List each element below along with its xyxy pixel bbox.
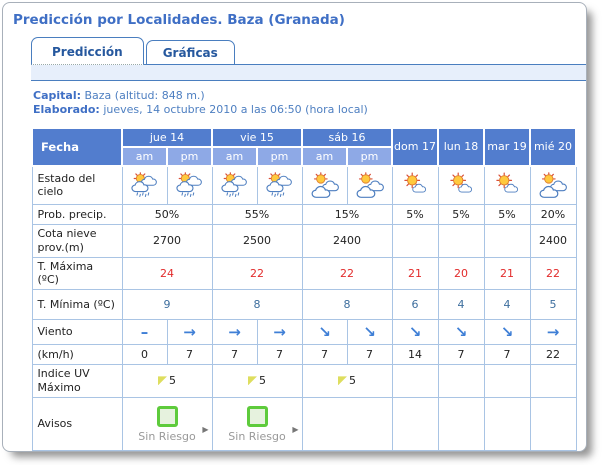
elaborado-line — [33, 103, 586, 117]
temp-max-cell: 20 — [438, 257, 484, 290]
uv-icon — [158, 376, 167, 385]
ampm-header: pm — [347, 147, 392, 166]
sun-cloud-rain-icon — [130, 171, 160, 199]
capital-line — [33, 89, 586, 103]
sky-cell — [347, 166, 392, 205]
wind-arrow-icon: ↘ — [363, 322, 376, 341]
sun-clouds-icon — [310, 171, 340, 199]
prob-cell: 5% — [392, 205, 438, 225]
sky-cell — [392, 166, 438, 205]
uv-cell — [438, 365, 484, 398]
row-cota-nieve — [32, 225, 576, 258]
location-info — [33, 89, 586, 118]
uv-value: 5 — [349, 374, 356, 388]
elaborado-value: jueves, 14 octubre 2010 a las 06:50 (hora local) — [99, 103, 368, 117]
aviso-cell — [484, 397, 530, 450]
prob-cell: 55% — [212, 205, 302, 225]
ampm-header: pm — [167, 147, 212, 166]
temp-min-cell: 8 — [212, 290, 302, 320]
prob-cell: 50% — [122, 205, 212, 225]
wind-cell — [212, 320, 257, 345]
temp-max-cell: 24 — [122, 257, 212, 290]
snow-level-cell — [438, 225, 484, 258]
wind-cell — [167, 320, 212, 345]
row-prob-precip — [32, 205, 576, 225]
day-header: vie 15 — [212, 128, 302, 147]
aviso-cell — [392, 397, 438, 450]
row-label: Viento — [32, 320, 122, 345]
aviso-text: Sin Riesgo — [228, 430, 286, 444]
sun-cloud-rain-icon — [220, 171, 250, 199]
temp-max-cell: 22 — [530, 257, 576, 290]
sun-cloud-rain-icon — [175, 171, 205, 199]
wind-speed-cell: 7 — [484, 345, 530, 365]
page-title: Predicción por Localidades. Baza (Granada) — [13, 12, 345, 28]
wind-arrow-icon: → — [183, 322, 196, 341]
wind-cell — [392, 320, 438, 345]
capital-value: Baza (altitud: 848 m.) — [81, 89, 205, 102]
wind-speed-cell: 7 — [438, 345, 484, 365]
aviso-arrow-icon: ▶ — [292, 424, 299, 434]
capital-label: Capital: — [33, 89, 81, 102]
sun-small-cloud-icon — [400, 171, 430, 199]
day-header: lun 18 — [438, 128, 484, 166]
sky-cell — [438, 166, 484, 205]
wind-arrow-icon: → — [546, 322, 560, 341]
day-header: jue 14 — [122, 128, 212, 147]
tab-prediccion[interactable]: Predicción — [31, 37, 144, 65]
snow-level-cell — [484, 225, 530, 258]
row-label: T. Máxima (ºC) — [32, 257, 122, 290]
wind-calm-icon: – — [140, 322, 149, 341]
uv-value: 5 — [259, 374, 266, 388]
row-avisos — [32, 397, 576, 450]
uv-cell — [302, 365, 392, 398]
wind-speed-cell: 7 — [212, 345, 257, 365]
ampm-header: am — [212, 147, 257, 166]
wind-cell — [257, 320, 302, 345]
day-header: mié 20 — [530, 128, 576, 166]
prob-cell: 5% — [484, 205, 530, 225]
row-estado-cielo — [32, 166, 576, 205]
wind-cell — [122, 320, 167, 345]
wind-arrow-icon: ↘ — [500, 322, 514, 341]
wind-speed-cell: 7 — [302, 345, 347, 365]
row-label: T. Mínima (ºC) — [32, 290, 122, 320]
aviso-arrow-icon: ▶ — [202, 424, 209, 434]
sky-cell — [122, 166, 167, 205]
row-label: Prob. precip. — [32, 205, 122, 225]
snow-level-cell: 2700 — [122, 225, 212, 258]
aviso-cell — [438, 397, 484, 450]
row-label: Cota nieve prov.(m) — [32, 225, 122, 258]
aviso-text: Sin Riesgo — [138, 430, 196, 444]
wind-arrow-icon: ↘ — [408, 322, 422, 341]
tab-graficas[interactable]: Gráficas — [146, 40, 235, 65]
temp-max-cell: 21 — [484, 257, 530, 290]
wind-speed-cell: 7 — [257, 345, 302, 365]
uv-cell — [530, 365, 576, 398]
wind-speed-cell: 22 — [530, 345, 576, 365]
temp-min-cell: 9 — [122, 290, 212, 320]
sky-cell — [212, 166, 257, 205]
sun-clouds-icon — [538, 171, 568, 199]
day-header: dom 17 — [392, 128, 438, 166]
sun-small-cloud-icon — [492, 171, 522, 199]
wind-speed-cell: 14 — [392, 345, 438, 365]
temp-min-cell: 5 — [530, 290, 576, 320]
temp-max-cell: 22 — [212, 257, 302, 290]
uv-icon — [338, 376, 347, 385]
wind-cell — [302, 320, 347, 345]
temp-max-cell: 21 — [392, 257, 438, 290]
uv-cell — [122, 365, 212, 398]
tab-bar — [31, 37, 586, 64]
sky-cell — [257, 166, 302, 205]
day-header: sáb 16 — [302, 128, 392, 147]
wind-cell — [438, 320, 484, 345]
prob-cell: 15% — [302, 205, 392, 225]
elaborado-label: Elaborado: — [33, 103, 100, 117]
header-row-days — [32, 128, 576, 147]
ampm-header: am — [302, 147, 347, 166]
uv-value: 5 — [169, 374, 176, 388]
row-temp-max — [32, 257, 576, 290]
wind-arrow-icon: ↘ — [454, 322, 468, 341]
sun-clouds-icon — [355, 171, 385, 199]
wind-arrow-icon: → — [228, 322, 241, 341]
sky-cell — [302, 166, 347, 205]
row-label: Avisos — [32, 397, 122, 450]
page-card — [2, 2, 587, 452]
wind-cell — [530, 320, 576, 345]
uv-cell — [484, 365, 530, 398]
sun-cloud-rain-icon — [265, 171, 295, 199]
uv-cell — [392, 365, 438, 398]
sky-cell — [484, 166, 530, 205]
temp-max-cell: 22 — [302, 257, 392, 290]
uv-cell — [212, 365, 302, 398]
wind-speed-cell: 0 — [122, 345, 167, 365]
forecast-table — [31, 127, 577, 451]
sky-cell — [167, 166, 212, 205]
snow-level-cell — [392, 225, 438, 258]
ampm-header: pm — [257, 147, 302, 166]
aviso-cell — [302, 397, 392, 450]
sky-cell — [530, 166, 576, 205]
fecha-header: Fecha — [32, 128, 122, 166]
wind-speed-cell: 7 — [347, 345, 392, 365]
aviso-link[interactable] — [122, 397, 212, 450]
snow-level-cell: 2500 — [212, 225, 302, 258]
snow-level-cell: 2400 — [302, 225, 392, 258]
temp-min-cell: 8 — [302, 290, 392, 320]
toolbar-band — [31, 64, 586, 81]
day-header: mar 19 — [484, 128, 530, 166]
uv-icon — [248, 376, 257, 385]
wind-cell — [347, 320, 392, 345]
wind-speed-cell: 7 — [167, 345, 212, 365]
wind-arrow-icon: ↘ — [318, 322, 331, 341]
aviso-cell — [530, 397, 576, 450]
aviso-link[interactable] — [212, 397, 302, 450]
prob-cell: 20% — [530, 205, 576, 225]
temp-min-cell: 4 — [438, 290, 484, 320]
row-temp-min — [32, 290, 576, 320]
sun-small-cloud-icon — [446, 171, 476, 199]
wind-arrow-icon: → — [273, 322, 286, 341]
no-risk-icon — [157, 406, 178, 427]
prob-cell: 5% — [438, 205, 484, 225]
row-label: Estado del cielo — [32, 166, 122, 205]
row-kmh — [32, 345, 576, 365]
ampm-header: am — [122, 147, 167, 166]
snow-level-cell: 2400 — [530, 225, 576, 258]
no-risk-icon — [247, 406, 268, 427]
row-viento — [32, 320, 576, 345]
row-label: Indice UV Máximo — [32, 365, 122, 398]
temp-min-cell: 4 — [484, 290, 530, 320]
wind-cell — [484, 320, 530, 345]
row-label: (km/h) — [32, 345, 122, 365]
temp-min-cell: 6 — [392, 290, 438, 320]
row-uv — [32, 365, 576, 398]
